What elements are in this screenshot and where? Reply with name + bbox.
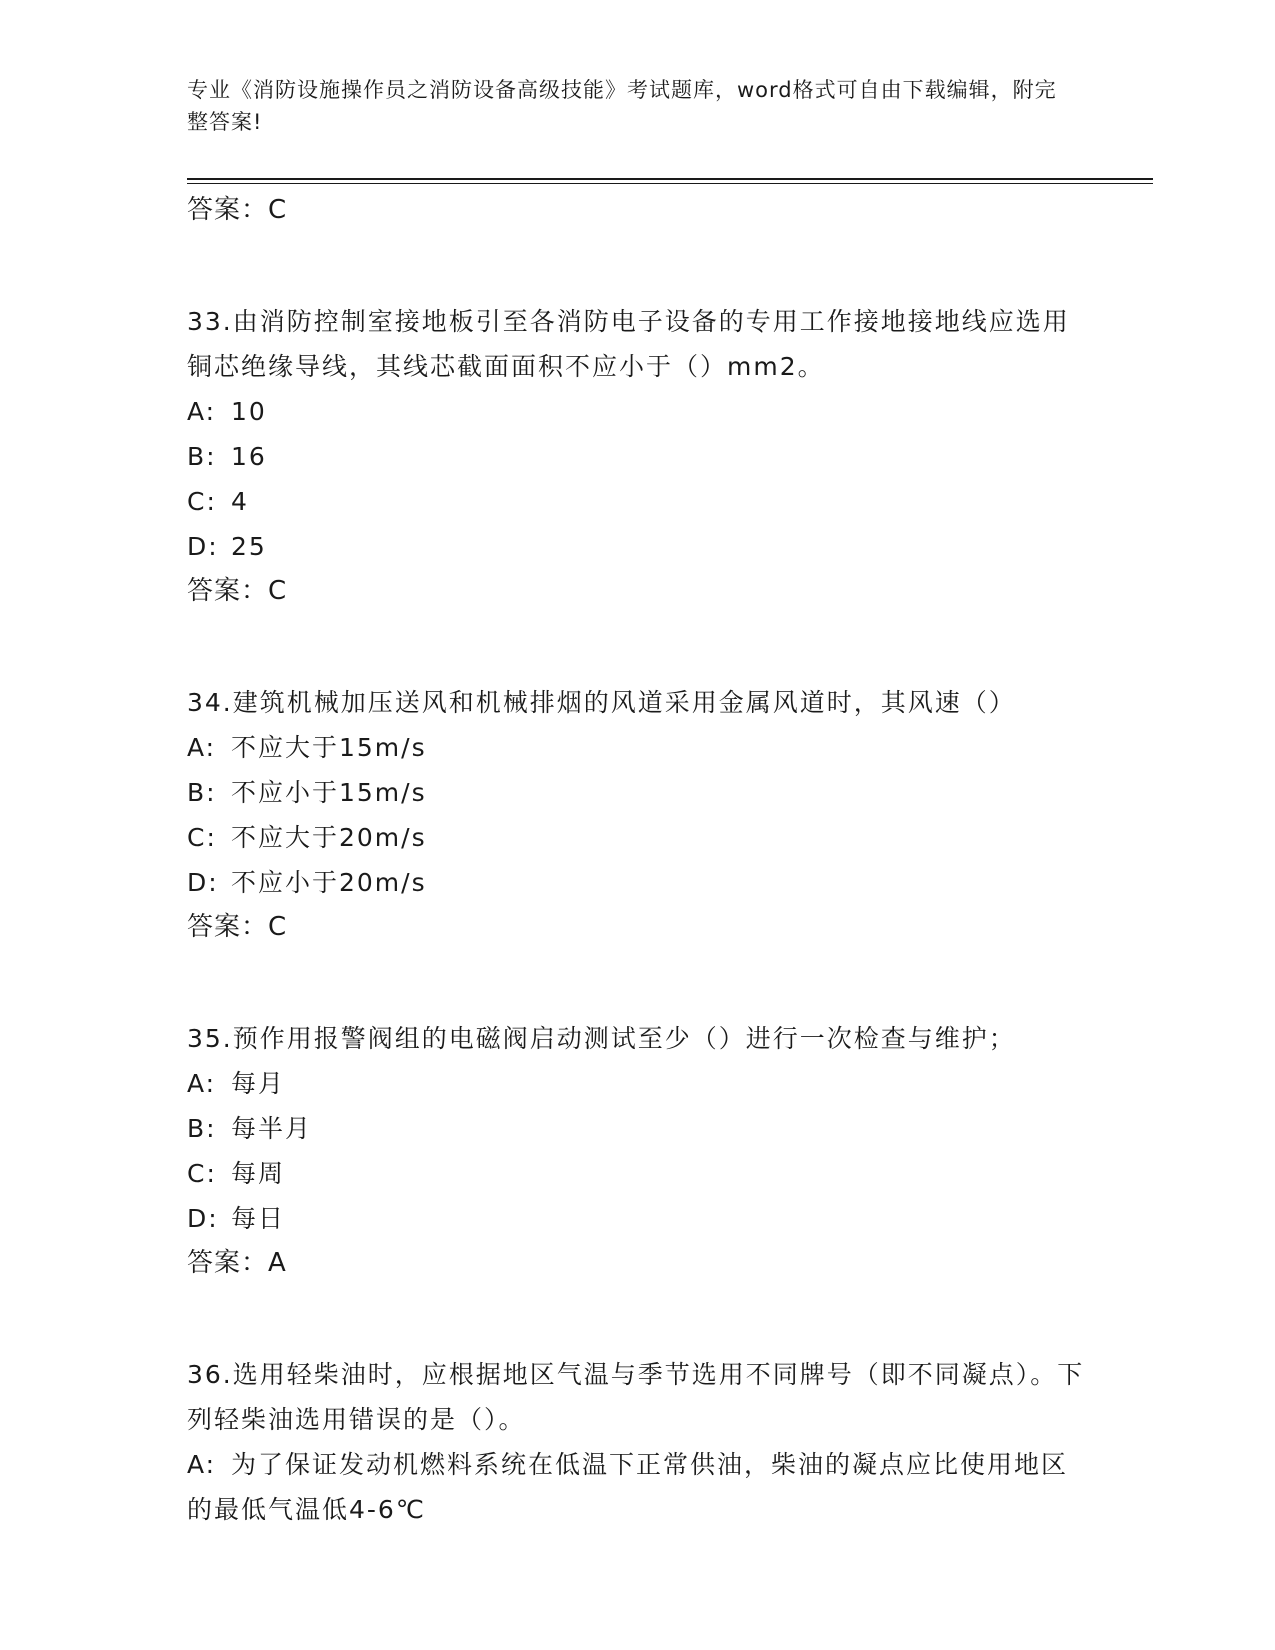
- question-stem: 33.由消防控制室接地板引至各消防电子设备的专用工作接地接地线应选用铜芯绝缘导线，其线芯截面面积不应小于（）mm2。: [187, 307, 1070, 381]
- option-text: 每日: [231, 1204, 286, 1233]
- option-b: [187, 434, 1087, 479]
- option-b: [187, 770, 1087, 815]
- option-text: 不应大于15m/s: [231, 733, 427, 762]
- header-rule: [187, 178, 1153, 180]
- option-d: [187, 1196, 1087, 1241]
- answer-line: 答案：A: [187, 1248, 287, 1278]
- option-text: 每半月: [231, 1114, 313, 1143]
- header-rule-thin: [187, 183, 1153, 184]
- option-a: [187, 725, 1087, 770]
- question-33: [187, 299, 1087, 614]
- option-letter: D:: [187, 532, 219, 561]
- option-letter: A:: [187, 1450, 217, 1479]
- question-stem: 34.建筑机械加压送风和机械排烟的风道采用金属风道时，其风速（）: [187, 688, 1016, 717]
- question-35: [187, 1016, 1087, 1286]
- option-letter: B:: [187, 442, 217, 471]
- option-letter: C:: [187, 823, 217, 852]
- question-stem: 36.选用轻柴油时，应根据地区气温与季节选用不同牌号（即不同凝点）。下列轻柴油选用错误的是（）。: [187, 1360, 1085, 1434]
- option-text: 为了保证发动机燃料系统在低温下正常供油，柴油的凝点应比使用地区的最低气温低4-6℃: [187, 1450, 1069, 1524]
- answer-line: 答案：C: [187, 912, 288, 942]
- option-a: [187, 1061, 1087, 1106]
- option-letter: C:: [187, 487, 217, 516]
- option-a: [187, 389, 1087, 434]
- option-c: [187, 1151, 1087, 1196]
- option-letter: D:: [187, 1204, 219, 1233]
- option-text: 每周: [231, 1159, 286, 1188]
- option-letter: B:: [187, 1114, 217, 1143]
- option-letter: C:: [187, 1159, 217, 1188]
- option-a: [187, 1442, 1087, 1532]
- option-letter: A:: [187, 733, 217, 762]
- option-b: [187, 1106, 1087, 1151]
- question-36: [187, 1352, 1087, 1532]
- option-text: 每月: [231, 1069, 286, 1098]
- question-34: [187, 680, 1087, 950]
- option-text: 16: [231, 442, 267, 471]
- option-text: 25: [231, 532, 267, 561]
- option-text: 4: [231, 487, 249, 516]
- answer-line: 答案：C: [187, 576, 288, 606]
- option-d: [187, 860, 1087, 905]
- option-letter: D:: [187, 868, 219, 897]
- question-stem: 35.预作用报警阀组的电磁阀启动测试至少（）进行一次检查与维护；: [187, 1024, 1016, 1053]
- option-d: [187, 524, 1087, 569]
- option-letter: A:: [187, 1069, 217, 1098]
- option-text: 不应小于15m/s: [231, 778, 427, 807]
- option-text: 不应小于20m/s: [231, 868, 427, 897]
- page-header: 专业《消防设施操作员之消防设备高级技能》考试题库，word格式可自由下载编辑，附完整答案!: [187, 78, 1057, 134]
- answer-line: 答案：C: [187, 195, 288, 225]
- option-text: 不应大于20m/s: [231, 823, 427, 852]
- option-c: [187, 479, 1087, 524]
- option-letter: A:: [187, 397, 217, 426]
- option-text: 10: [231, 397, 267, 426]
- option-letter: B:: [187, 778, 217, 807]
- option-c: [187, 815, 1087, 860]
- document-body: [187, 188, 1087, 1532]
